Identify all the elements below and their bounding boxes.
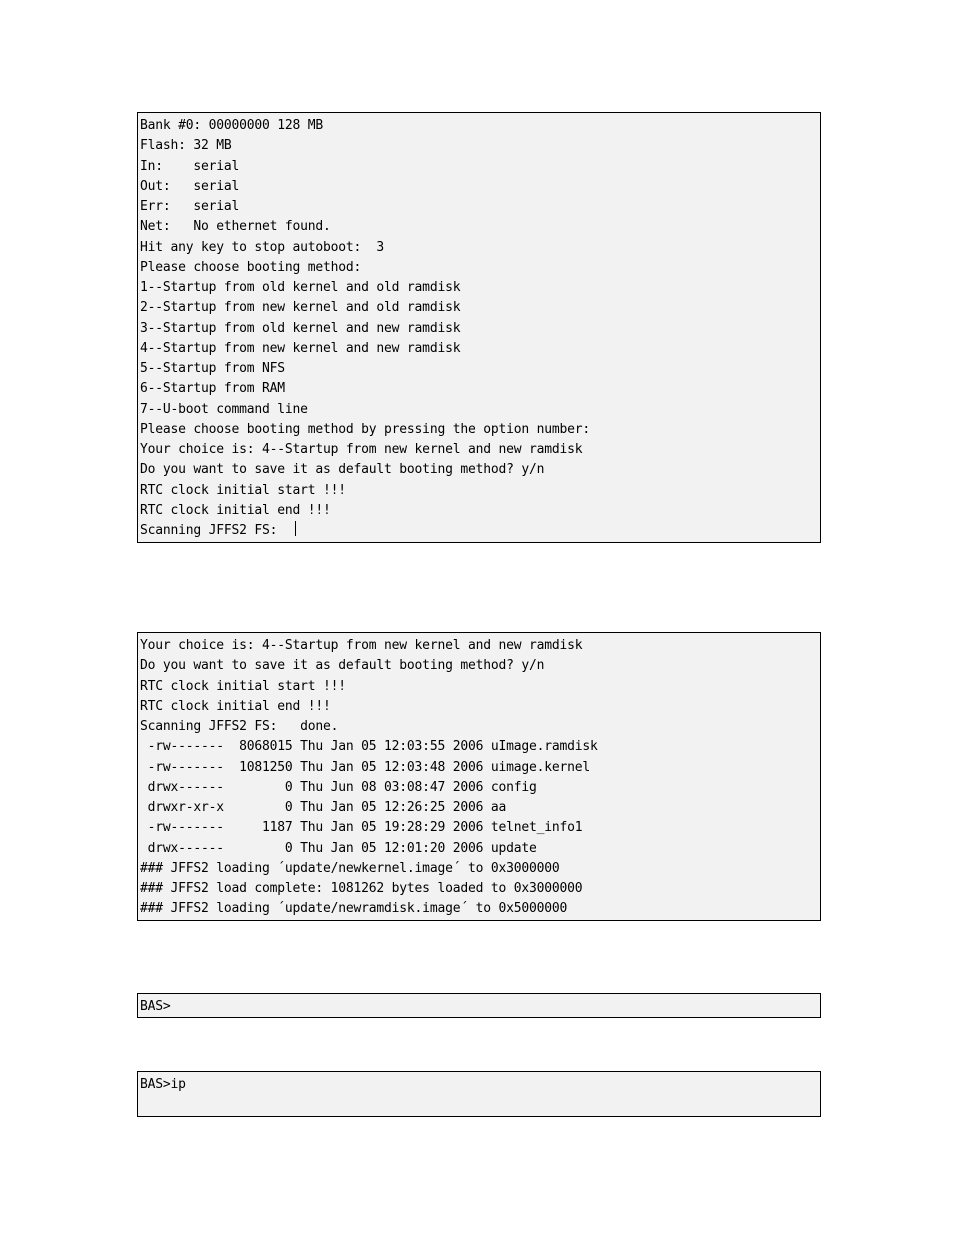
boot-console-output-2 (137, 632, 821, 921)
console-line: Do you want to save it as default booting method? y/n (140, 462, 545, 478)
console-line: 6--Startup from RAM (140, 381, 285, 397)
console-line: Your choice is: 4--Startup from new kernel and new ramdisk (140, 638, 583, 653)
console-line: RTC clock initial end !!! (140, 698, 331, 714)
console-line: Please choose booting method by pressing the option number: (140, 421, 590, 437)
console-line: 2--Startup from new kernel and old ramdisk (140, 300, 461, 316)
file-listing-row: -rw------- 1081250 Thu Jan 05 12:03:48 2006 uimage.kernel (140, 759, 590, 775)
file-listing-row: -rw------- 8068015 Thu Jan 05 12:03:55 2006 uImage.ramdisk (140, 739, 598, 755)
console-line: Hit any key to stop autoboot: 3 (140, 239, 385, 255)
console-line: Out: serial (140, 178, 240, 194)
console-line: 7--U-boot command line (140, 401, 308, 417)
console-line: Scanning JFFS2 FS: done. (140, 719, 339, 734)
console-line: ### JFFS2 loading ´update/newramdisk.image´ to 0x5000000 (140, 901, 568, 917)
console-line: Flash: 32 MB (140, 138, 232, 154)
text-cursor-icon (295, 521, 296, 536)
console-line: Your choice is: 4--Startup from new kernel and new ramdisk (140, 442, 583, 457)
console-line: Please choose booting method: (140, 259, 362, 275)
file-listing-row: drwx------ 0 Thu Jun 08 03:08:47 2006 config (140, 779, 537, 795)
console-line: RTC clock initial end !!! (140, 502, 331, 518)
console-line: 3--Startup from old kernel and new ramdisk (140, 320, 461, 336)
file-listing-row: drwx------ 0 Thu Jan 05 12:01:20 2006 update (140, 840, 537, 856)
boot-console-output-1 (137, 112, 821, 543)
command-line: BAS>ip (140, 1077, 186, 1092)
prompt-line: BAS> (140, 999, 171, 1014)
console-line: ### JFFS2 load complete: 1081262 bytes loaded to 0x3000000 (140, 881, 583, 896)
console-line: 1--Startup from old kernel and old ramdisk (140, 280, 461, 295)
command-prompt-box (137, 993, 821, 1018)
console-line: 4--Startup from new kernel and new ramdisk (140, 340, 461, 356)
console-line: ### JFFS2 loading ´update/newkernel.image´ to 0x3000000 (140, 860, 560, 876)
console-line: Do you want to save it as default booting method? y/n (140, 658, 545, 674)
console-line-scanning (140, 521, 818, 541)
console-line: Net: No ethernet found. (140, 219, 331, 235)
console-line: Err: serial (140, 199, 240, 214)
file-listing-row: -rw------- 1187 Thu Jan 05 19:28:29 2006 telnet_info1 (140, 820, 583, 836)
command-ip-box (137, 1071, 821, 1117)
console-line: RTC clock initial start !!! (140, 678, 346, 694)
console-line: RTC clock initial start !!! (140, 482, 346, 498)
console-line-text: Scanning JFFS2 FS: (140, 523, 293, 538)
file-listing-row: drwxr-xr-x 0 Thu Jan 05 12:26:25 2006 aa (140, 800, 507, 815)
console-line: In: serial (140, 158, 240, 174)
console-line: Bank #0: 00000000 128 MB (140, 118, 324, 133)
console-line: 5--Startup from NFS (140, 361, 285, 376)
